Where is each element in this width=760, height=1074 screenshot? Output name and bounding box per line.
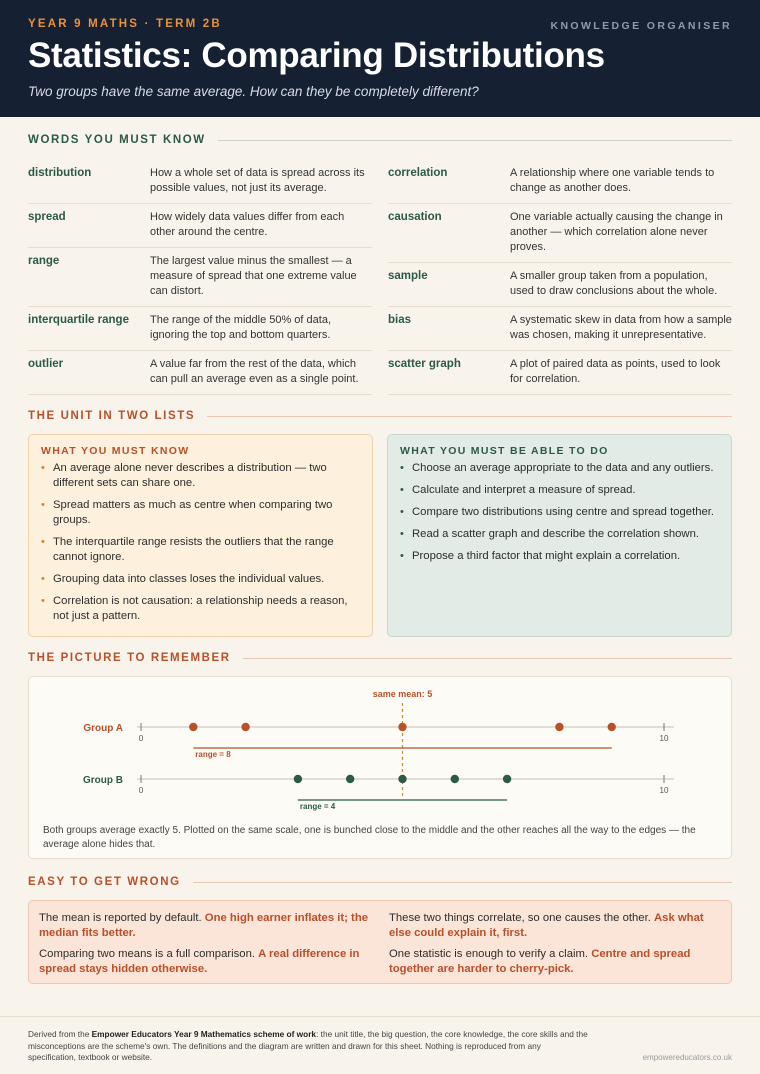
list-item [41, 535, 360, 565]
vocab-row [388, 307, 732, 351]
list-item [41, 498, 360, 528]
data-point [503, 775, 511, 783]
misconception-fix: Ask what else could explain it, first. [389, 912, 704, 939]
misconception [389, 911, 721, 941]
vocab-term: distribution [28, 167, 92, 179]
divider [193, 882, 732, 883]
vocab-column-left [28, 160, 372, 395]
diagram-caption: Both groups average exactly 5. Plotted on the same scale, one is bunched close to the middle and the other reaches all the way to the edges — the average alone hides that. [43, 825, 696, 850]
vocab-heading-label: WORDS YOU MUST KNOW [28, 134, 206, 146]
header [0, 0, 760, 117]
data-point [294, 775, 302, 783]
bullet-icon: • [400, 462, 404, 474]
vocab-term: correlation [388, 167, 448, 179]
misconception [39, 911, 371, 941]
group-label: Group B [83, 775, 123, 786]
list-item-text: Read a scatter graph and describe the correlation shown. [412, 528, 699, 540]
data-point [189, 723, 197, 731]
bullet-icon: • [400, 484, 404, 496]
list-item-text: The interquartile range resists the outliers that the range cannot ignore. [53, 536, 334, 563]
misconceptions-left [39, 911, 371, 983]
vocab-row [28, 307, 372, 351]
wrong-heading-label: EASY TO GET WRONG [28, 876, 181, 888]
bullet-icon: • [400, 550, 404, 562]
vocab-term: causation [388, 211, 442, 223]
group-label: Group A [83, 723, 123, 734]
data-point [398, 775, 406, 783]
axis-max-label: 10 [659, 786, 669, 795]
source-note-post: : the unit title, the big question, the core knowledge, the core skills and the misconceptions are the scheme's own. The definitions and the diagram are written and drawn for this sheet. Nothing is reproduced from any specification, textbook or website. [28, 1029, 588, 1062]
must-know-box [28, 434, 373, 637]
vocab-definition: A value far from the rest of the data, which can pull an average even as a single point. [150, 358, 359, 385]
vocab-row [388, 204, 732, 263]
vocab-definition: How widely data values differ from each other around the centre. [150, 211, 345, 238]
list-item [400, 549, 719, 564]
vocab-definition: The range of the middle 50% of data, ignoring the top and bottom quarters. [150, 314, 332, 341]
range-label: range = 8 [195, 750, 231, 759]
list-item [400, 505, 719, 520]
vocab-row [388, 263, 732, 307]
picture-heading [0, 652, 760, 664]
list-item-text: Grouping data into classes loses the individual values. [53, 573, 325, 585]
bullet-icon: • [41, 595, 45, 607]
picture-heading-label: THE PICTURE TO REMEMBER [28, 652, 231, 664]
list-item [400, 461, 719, 476]
vocab-row [28, 248, 372, 307]
vocab-row [28, 160, 372, 204]
vocab-table [0, 160, 760, 395]
unit-lists [0, 434, 760, 637]
vocab-term: spread [28, 211, 66, 223]
page-title: Statistics: Comparing Distributions [28, 36, 605, 75]
must-know-title: WHAT YOU MUST KNOW [41, 445, 190, 457]
must-do-box [387, 434, 732, 637]
misconception-text: These two things correlate, so one causes the other. [389, 912, 651, 924]
misconception-fix: A real difference in spread stays hidden otherwise. [39, 948, 360, 975]
vocab-heading [0, 134, 760, 146]
unit-kicker: YEAR 9 MATHS · TERM 2B [28, 18, 222, 30]
big-question: Two groups have the same average. How can they be completely different? [28, 84, 479, 99]
data-point [608, 723, 616, 731]
vocab-row [388, 160, 732, 204]
vocab-definition: A smaller group taken from a population, used to draw conclusions about the whole. [510, 270, 718, 297]
vocab-row [28, 351, 372, 395]
misconception [389, 947, 721, 977]
data-point [346, 775, 354, 783]
distribution-diagram [28, 676, 732, 859]
must-do-list [400, 461, 719, 564]
divider [218, 140, 732, 141]
axis-max-label: 10 [659, 734, 669, 743]
bullet-icon: • [400, 506, 404, 518]
misconception-text: The mean is reported by default. [39, 912, 202, 924]
bullet-icon: • [41, 573, 45, 585]
divider [207, 416, 732, 417]
footer-divider [0, 1016, 760, 1017]
vocab-column-right [388, 160, 732, 395]
list-item-text: Correlation is not causation: a relationship needs a reason, not just a pattern. [53, 595, 348, 622]
source-note [28, 1029, 588, 1064]
axis-min-label: 0 [138, 786, 144, 795]
misconceptions-right [389, 911, 721, 983]
axis-min-label: 0 [138, 734, 144, 743]
list-item-text: Choose an average appropriate to the data and any outliers. [412, 462, 714, 474]
wrong-heading [0, 876, 760, 888]
vocab-term: bias [388, 314, 412, 326]
list-item-text: Compare two distributions using centre and spread together. [412, 506, 715, 518]
vocab-term: interquartile range [28, 314, 129, 326]
vocab-term: sample [388, 270, 428, 282]
vocab-definition: A plot of paired data as points, used to look for correlation. [510, 358, 721, 385]
bullet-icon: • [400, 528, 404, 540]
vocab-definition: One variable actually causing the change in another — which correlation alone never proves. [510, 211, 723, 253]
misconception [39, 947, 371, 977]
vocab-definition: How a whole set of data is spread across its possible values, not just its average. [150, 167, 365, 194]
vocab-term: scatter graph [388, 358, 461, 370]
bullet-icon: • [41, 536, 45, 548]
data-point [451, 775, 459, 783]
must-do-title: WHAT YOU MUST BE ABLE TO DO [400, 445, 609, 457]
data-point [555, 723, 563, 731]
vocab-term: outlier [28, 358, 64, 370]
organiser-label: KNOWLEDGE ORGANISER [550, 20, 732, 32]
vocab-row [28, 204, 372, 248]
list-item [41, 461, 360, 491]
data-point [241, 723, 249, 731]
range-label: range = 4 [299, 802, 336, 811]
bullet-icon: • [41, 499, 45, 511]
misconceptions-box [28, 900, 732, 984]
lists-heading [0, 410, 760, 422]
source-note-pre: Derived from the [28, 1029, 92, 1039]
mean-label: same mean: 5 [372, 689, 433, 699]
vocab-term: range [28, 255, 60, 267]
list-item-text: Propose a third factor that might explain a correlation. [412, 550, 681, 562]
list-item [41, 572, 360, 587]
vocab-row [388, 351, 732, 395]
bullet-icon: • [41, 462, 45, 474]
must-know-list [41, 461, 360, 624]
vocab-definition: A systematic skew in data from how a sample was chosen, making it unrepresentative. [510, 314, 732, 341]
misconception-text: Comparing two means is a full comparison. [39, 948, 255, 960]
list-item-text: An average alone never describes a distribution — two different sets can share one. [53, 462, 327, 489]
data-point [398, 723, 406, 731]
list-item [41, 594, 360, 624]
vocab-definition: The largest value minus the smallest — a measure of spread that one extreme value can distort. [150, 255, 357, 297]
website-link[interactable]: empowereducators.co.uk [642, 1053, 732, 1062]
source-name: Empower Educators Year 9 Mathematics scheme of work [91, 1029, 317, 1039]
lists-heading-label: THE UNIT IN TWO LISTS [28, 410, 196, 422]
list-item [400, 527, 719, 542]
list-item-text: Spread matters as much as centre when comparing two groups. [53, 499, 333, 526]
divider [243, 658, 732, 659]
list-item-text: Calculate and interpret a measure of spread. [412, 484, 636, 496]
misconception-fix: Centre and spread together are harder to cherry-pick. [389, 948, 691, 975]
misconception-fix: One high earner inflates it; the median fits better. [39, 912, 369, 939]
dot-plot-svg [29, 677, 733, 822]
list-item [400, 483, 719, 498]
misconception-text: One statistic is enough to verify a claim. [389, 948, 589, 960]
vocab-definition: A relationship where one variable tends to change as another does. [510, 167, 715, 194]
